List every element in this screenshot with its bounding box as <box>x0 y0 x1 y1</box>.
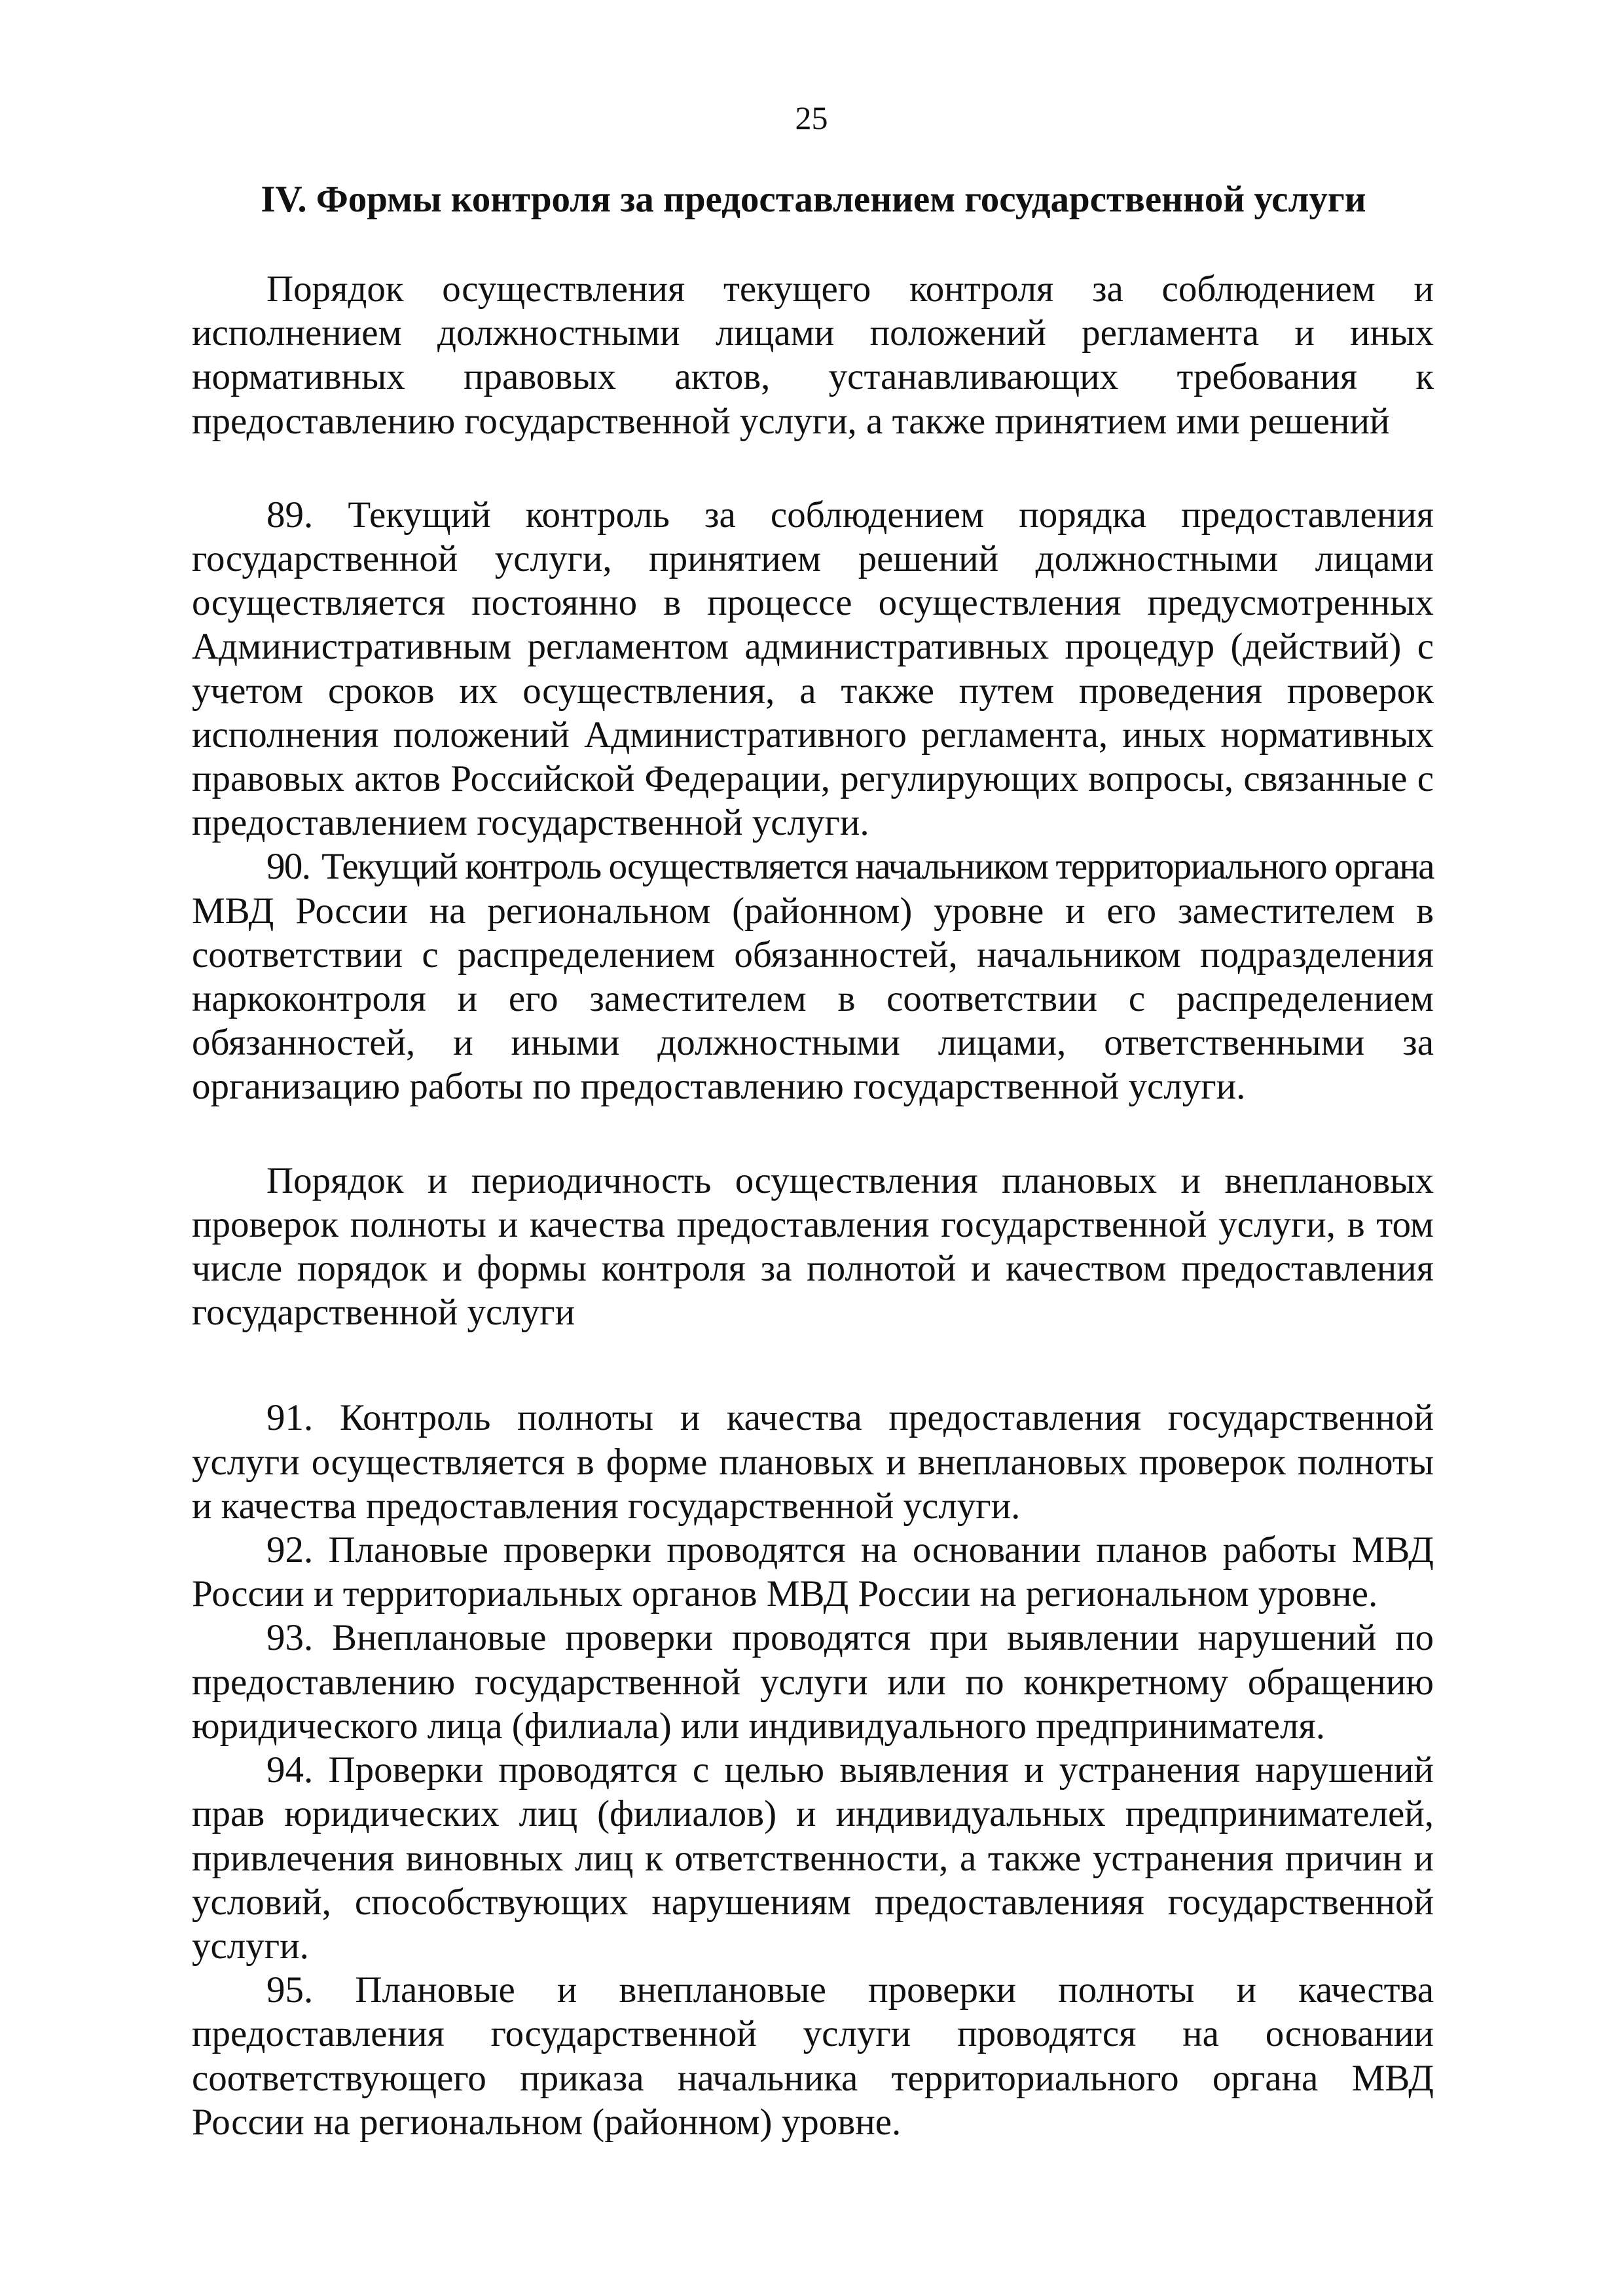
spacer <box>192 443 1434 493</box>
section-title: IV. Формы контроля за предоставлением государственной услуги <box>261 179 1366 220</box>
paragraph-text-first-line: Текущий контроль осуществляется начальником территориального органа <box>321 846 1434 888</box>
paragraph-93 <box>192 1616 1434 1748</box>
paragraph-number: 89. <box>266 494 314 536</box>
paragraph-text: Плановые и внеплановые проверки полноты и качества предоставления государственной услуги проводятся на основании соответствующего приказа начальника территориального органа МВД России на региональном (районном) уровне. <box>192 1969 1434 2143</box>
paragraph-94 <box>192 1748 1434 1968</box>
paragraph-text: Проверки проводятся с целью выявления и устранения нарушений прав юридических лиц (филиалов) и индивидуальных предпринимателей, привлечения виновных лиц к ответственности, а также устранения причин и условий, способствующих нарушениям предоставленияя государственной услуги. <box>192 1749 1434 1967</box>
paragraph-89 <box>192 493 1434 845</box>
paragraph-number: 95. <box>266 1969 314 2011</box>
subheading-inspections: Порядок и периодичность осуществления плановых и внеплановых проверок полноты и качества предоставления государственной услуги, в том числе порядок и формы контроля за полнотой и качеством предоставления государственной услуги <box>192 1159 1434 1334</box>
paragraph-number: 91. <box>266 1397 314 1439</box>
spacer <box>192 1109 1434 1159</box>
paragraph-text: Внеплановые проверки проводятся при выявлении нарушений по предоставлению государственной услуги или по конкретному обращению юридического лица (филиала) или индивидуального предпринимателя. <box>192 1617 1434 1747</box>
subheading-current-control: Порядок осуществления текущего контроля за соблюдением и исполнением должностными лицами положений регламента и иных нормативных правовых актов, устанавливающих требования к предоставлению государственной услуги, а также принятием ими решений <box>192 268 1434 442</box>
paragraph-text: Контроль полноты и качества предоставления государственной услуги осуществляется в форме плановых и внеплановых проверок полноты и качества предоставления государственной услуги. <box>192 1397 1434 1527</box>
paragraph-text: Плановые проверки проводятся на основании планов работы МВД России и территориальных органов МВД России на региональном уровне. <box>192 1529 1434 1615</box>
paragraph-text: МВД России на региональном (районном) уровне и его заместителем в соответствии с распределением обязанностей, начальником подразделения наркоконтроля и его заместителем в соответствии с распределением обязанностей, и иными должностными лицами, ответственными за организацию работы по предоставлению государственной услуги. <box>192 890 1434 1108</box>
paragraph-number: 94. <box>266 1749 314 1791</box>
document-body <box>192 267 1434 2144</box>
paragraph-95 <box>192 1968 1434 2144</box>
paragraph-number: 93. <box>266 1617 314 1659</box>
paragraph-number: 90. <box>266 846 310 888</box>
spacer <box>192 1334 1434 1396</box>
paragraph-number: 92. <box>266 1529 314 1571</box>
paragraph-92 <box>192 1528 1434 1616</box>
paragraph-91 <box>192 1396 1434 1528</box>
paragraph-text: Текущий контроль за соблюдением порядка предоставления государственной услуги, принятием решений должностными лицами осуществляется постоянно в процессе осуществления предусмотренных Административным регламентом административных процедур (действий) с учетом сроков их осуществления, а также путем проведения проверок исполнения положений Административного регламента, иных нормативных правовых актов Российской Федерации, регулирующих вопросы, связанные с предоставлением государственной услуги. <box>192 494 1434 844</box>
paragraph-90 <box>192 845 1434 1108</box>
page-number: 25 <box>795 100 828 136</box>
